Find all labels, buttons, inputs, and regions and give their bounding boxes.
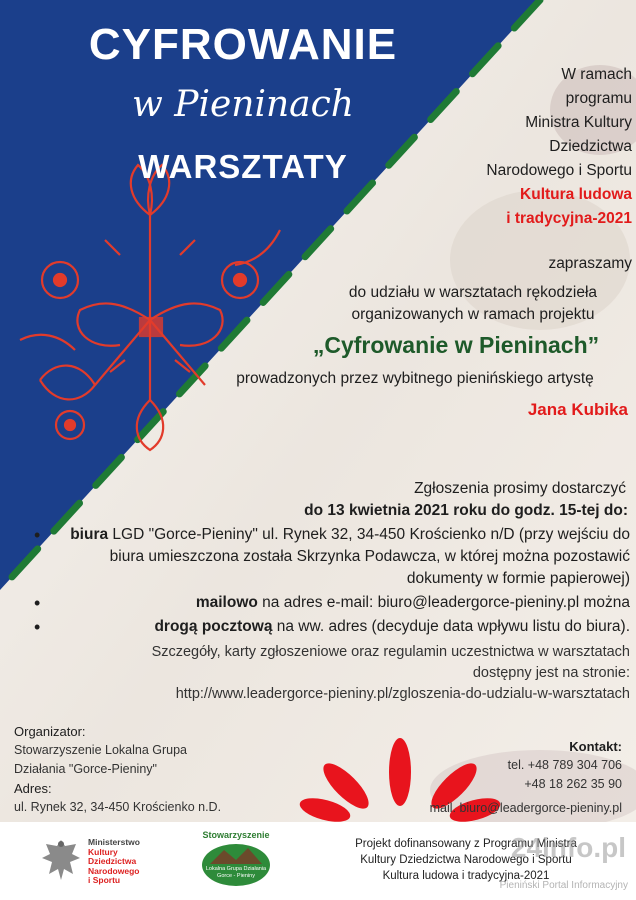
contact-mail: mail. biuro@leadergorce-pieniny.pl bbox=[429, 801, 622, 815]
watermark: 24info.pl bbox=[510, 832, 626, 863]
lgd-logo-inner-line: Gorce - Pieniny bbox=[217, 873, 255, 879]
artist-name: Jana Kubika bbox=[527, 400, 628, 419]
organizer-block bbox=[14, 722, 221, 817]
program-line: Narodowego i Sportu bbox=[486, 162, 632, 179]
address-text: ul. Rynek 32, 34-450 Krościenko n.D. bbox=[14, 800, 222, 814]
lgd-logo-inner-line: Lokalna Grupa Działania bbox=[205, 866, 267, 872]
organizer-label: Organizator: bbox=[14, 724, 86, 739]
submission-list bbox=[34, 524, 630, 638]
ministry-logo-line: Ministerstwo bbox=[88, 837, 140, 847]
program-highlight: i tradycyjna-2021 bbox=[506, 210, 632, 227]
address-label: Adres: bbox=[14, 781, 52, 796]
lgd-logo-inner bbox=[204, 866, 268, 880]
ministry-logo-line: i Sportu bbox=[88, 875, 121, 885]
submission-item bbox=[34, 524, 630, 590]
zapraszamy-text: zapraszamy bbox=[548, 255, 632, 272]
program-block bbox=[486, 63, 632, 231]
details-line: Szczegóły, karty zgłoszeniowe oraz regulamin uczestnictwa w warsztatach bbox=[151, 644, 630, 660]
contact-phone: +48 18 262 35 90 bbox=[524, 777, 622, 791]
program-line: Dziedzictwa bbox=[549, 138, 632, 155]
contact-label: Kontakt: bbox=[569, 739, 622, 754]
program-line: programu bbox=[565, 90, 632, 107]
watermark-sub: Pieniński Portal Informacyjny bbox=[499, 880, 628, 891]
ministry-logo-line: Kultury bbox=[88, 846, 118, 857]
project-name: „Cyfrowanie w Pieninach” bbox=[312, 332, 600, 358]
ministry-logo-line: Narodowego bbox=[88, 865, 140, 876]
invite-line: do udziału w warsztatach rękodzieła bbox=[348, 284, 598, 301]
contact-block bbox=[430, 737, 622, 818]
program-highlight: Kultura ludowa bbox=[520, 186, 632, 203]
submission-item-text: LGD "Gorce-Pieniny" ul. Rynek 32, 34-450 Krościenko n/D (przy wejściu do biura umieszczona została Skrzynka Podawcza, w której można pozostawić dokumenty w formie papierowej) bbox=[108, 526, 630, 587]
submission-deadline: do 13 kwietnia 2021 roku do godz. 15-tej do: bbox=[304, 502, 628, 519]
program-line: W ramach bbox=[561, 66, 632, 83]
lgd-logo bbox=[196, 830, 276, 890]
funding-line: Kultury Dziedzictwa Narodowego i Sportu bbox=[360, 854, 572, 866]
organizer-name: Stowarzyszenie Lokalna Grupa bbox=[14, 743, 188, 757]
funding-line: Projekt dofinansowany z Programu Ministra bbox=[355, 838, 577, 850]
submission-item-bold: biura bbox=[70, 526, 109, 543]
submission-item-bold: drogą pocztową bbox=[154, 618, 273, 635]
lgd-logo-top: Stowarzyszenie bbox=[202, 830, 270, 840]
eagle-emblem-icon bbox=[40, 836, 82, 884]
led-by-text: prowadzonych przez wybitnego pienińskiego artystę bbox=[236, 370, 594, 387]
submission-item-text: na ww. adres (decyduje data wpływu listu do biura). bbox=[272, 618, 630, 635]
footer bbox=[0, 822, 636, 900]
program-line: Ministra Kultury bbox=[525, 114, 632, 131]
submission-item-bold: mailowo bbox=[195, 594, 258, 611]
lgd-logo-oval-icon bbox=[200, 842, 272, 888]
funding-line: Kultura ludowa i tradycyjna-2021 bbox=[382, 870, 550, 882]
submission-item bbox=[34, 592, 630, 614]
details-block bbox=[152, 642, 630, 684]
submission-intro: Zgłoszenia prosimy dostarczyć bbox=[414, 480, 626, 497]
ministry-logo bbox=[88, 838, 140, 886]
title-line-2: w Pieninach bbox=[132, 84, 354, 125]
title-line-3: WARSZTATY bbox=[138, 148, 348, 185]
invite-line: organizowanych w ramach projektu bbox=[351, 306, 595, 323]
details-line: dostępny jest na stronie: bbox=[472, 665, 630, 681]
invite-block bbox=[318, 282, 628, 326]
ministry-logo-line: Dziedzictwa bbox=[88, 856, 137, 866]
organizer-name: Działania "Gorce-Pieniny" bbox=[14, 762, 157, 776]
title-line-1: CYFROWANIE bbox=[88, 20, 398, 69]
contact-phone: tel. +48 789 304 706 bbox=[507, 758, 622, 772]
submission-item bbox=[34, 616, 630, 638]
details-link[interactable]: http://www.leadergorce-pieniny.pl/zgloszenia-do-udzialu-w-warsztatach bbox=[175, 686, 630, 702]
submission-item-text: na adres e-mail: biuro@leadergorce-pieniny.pl można bbox=[257, 594, 630, 611]
